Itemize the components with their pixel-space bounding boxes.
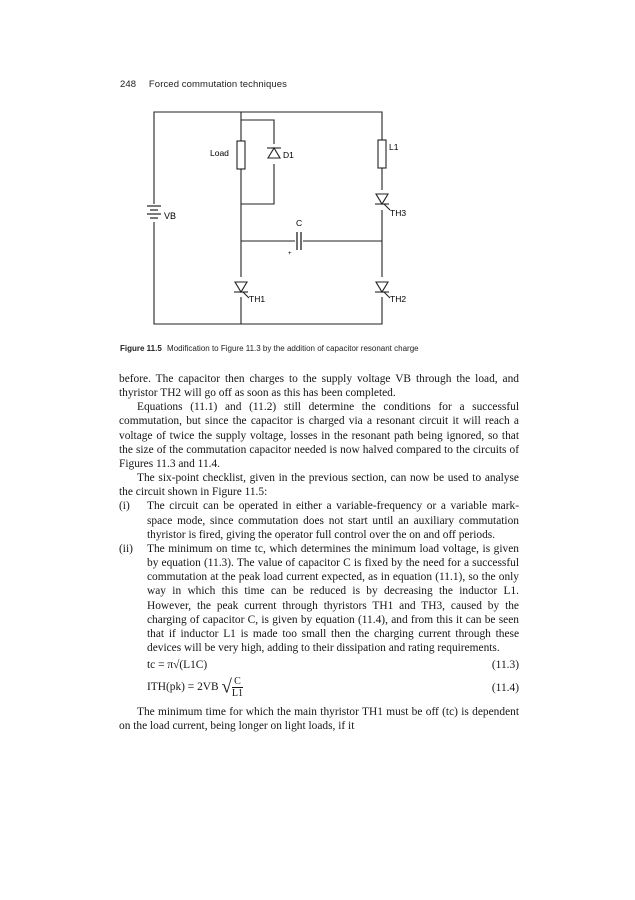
paragraph-4: The minimum time for which the main thyristor TH1 must be off (tc) is dependent on the load current, being longer on light loads, if it [119, 706, 519, 733]
page-number: 248 [120, 79, 137, 90]
label-th1: TH1 [249, 294, 266, 304]
load-resistor [237, 141, 245, 169]
label-l1: L1 [389, 142, 399, 152]
label-d1: D1 [283, 150, 294, 160]
paragraph-2: Equations (11.1) and (11.2) still determine the conditions for a successful commutation, but since the capacitor is charged via a resonant circuit it will reach a voltage of twice the supply voltage, losses in the resonant path being ignored, so that the size of the commutation capacitor needed is now halved compared to the circuits of Figures 11.3 and 11.4. [119, 401, 519, 470]
caption-number: Figure 11.5 [120, 344, 162, 353]
equation-11-4-fraction [232, 676, 243, 699]
equation-11-4-expression [147, 676, 492, 699]
thyristor-th3-symbol [375, 190, 390, 210]
running-title: Forced commutation techniques [148, 79, 287, 90]
label-th3: TH3 [390, 208, 407, 218]
fraction-denominator: L1 [231, 688, 243, 700]
caption-text: Modification to Figure 11.3 by the addition of capacitor resonant charge [167, 344, 419, 353]
list-text-1: The circuit can be operated in either a variable-frequency or a variable mark-space mode, since commutation does not start until an auxiliary commutation thyristor is fired, giving the operator full control over the on and off periods. [147, 500, 519, 541]
list-label-2: (ii) [119, 542, 133, 555]
list-item-2 [119, 542, 519, 655]
running-head [120, 79, 287, 90]
paragraph-3: The six-point checklist, given in the previous section, can now be used to analyse the circuit shown in Figure 11.5: [119, 472, 519, 499]
list-label-1: (i) [119, 500, 130, 513]
square-root-symbol: √ [221, 676, 232, 698]
equation-11-4-lhs: ITH(pk) = 2VB [147, 681, 219, 694]
equation-11-3 [147, 658, 519, 672]
list-item-1 [119, 499, 519, 541]
label-capacitor-plus: + [288, 251, 292, 257]
body-text [119, 372, 519, 734]
fraction-numerator: C [234, 676, 241, 688]
thyristor-th1-symbol [234, 277, 249, 298]
outer-wire-loop [154, 112, 382, 324]
list-text-2: The minimum on time tc, which determines the minimum load voltage, is given by equation (11.3). The value of capacitor C is fixed by the need for a successful commutation at the peak load current expected, as in equation (11.1), so the only way in which this time can be reduced is by decreasing the inductor L1. However, the peak current through thyristors TH1 and TH3, caused by the charging of capacitor C, is given by equation (11.4), and from this it can be seen that if inductor L1 is made too small then the charging current through these devices will be very high, adding to their dissipation and rating requirements. [147, 542, 519, 654]
label-th2: TH2 [390, 294, 407, 304]
diode-d1-symbol [267, 144, 281, 164]
equation-11-3-number: (11.3) [491, 659, 519, 672]
paragraph-1: before. The capacitor then charges to the supply voltage VB through the load, and thyristor TH2 will go off as soon as this has been completed. [119, 373, 519, 400]
equation-11-4-number: (11.4) [491, 681, 519, 694]
inductor-l1 [378, 140, 386, 168]
circuit-diagram [118, 92, 518, 337]
label-c: C [296, 218, 303, 228]
label-vb: VB [164, 211, 177, 221]
equation-11-3-expression: tc = π√(L1C) [147, 659, 208, 672]
equation-11-4 [147, 676, 519, 699]
figure-caption [120, 344, 419, 353]
label-load: Load [210, 148, 229, 158]
thyristor-th2-symbol [375, 277, 390, 298]
